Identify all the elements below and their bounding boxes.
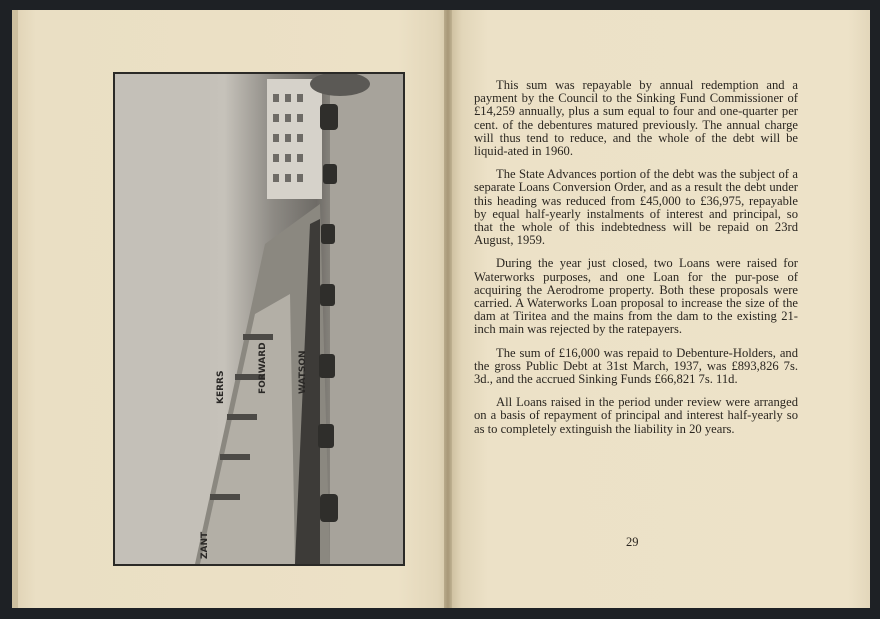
paragraph-3: During the year just closed, two Loans were raised for Waterworks purposes, and one Loan for the pur-pose of acquiring the Aerodrome property. Both these proposals were carried. A Waterworks Loan proposal to increase the size of the dam at Tiritea and the mains from the dam to the existing 21-inch main was rejected by the ratepayers.: [474, 256, 798, 337]
paragraph-2: The State Advances portion of the debt was the subject of a separate Loans Conversion Order, and as a result the debt under this heading was reduced from £45,000 to £36,975, repayable by equal half-yearly instalments of interest and principal, so that the whole of this indebtedness will be repaid on 23rd August, 1959.: [474, 167, 798, 248]
body-text: [474, 79, 798, 446]
paragraph-1: This sum was repayable by annual redemption and a payment by the Council to the Sinking Fund Commissioner of £14,259 annually, plus a sum equal to four and one-quarter per cent. of the debentures matured previously. The annual charge will thus tend to reduce, and the whole of the debt will be liquid-ated in 1960.: [474, 78, 798, 159]
svg-text:KERRS: KERRS: [216, 370, 226, 404]
street-photo-frame: [113, 72, 405, 566]
svg-text:FORWARD: FORWARD: [258, 342, 268, 394]
paragraph-4: The sum of £16,000 was repaid to Debenture-Holders, and the gross Public Debt at 31st March, 1937, was £893,826 7s. 3d., and the accrued Sinking Funds £66,821 7s. 11d.: [474, 345, 798, 387]
page-number: 29: [626, 535, 639, 549]
svg-text:ZANT: ZANT: [200, 531, 210, 559]
left-page: [12, 10, 448, 608]
book-gutter: [444, 10, 452, 608]
svg-text:WATSON: WATSON: [298, 350, 308, 394]
street-photo: [115, 74, 403, 564]
street-photo-image: [115, 74, 403, 564]
paragraph-5: All Loans raised in the period under review were arranged on a basis of repayment of principal and interest half-yearly so as to completely extinguish the liability in 20 years.: [474, 395, 798, 436]
